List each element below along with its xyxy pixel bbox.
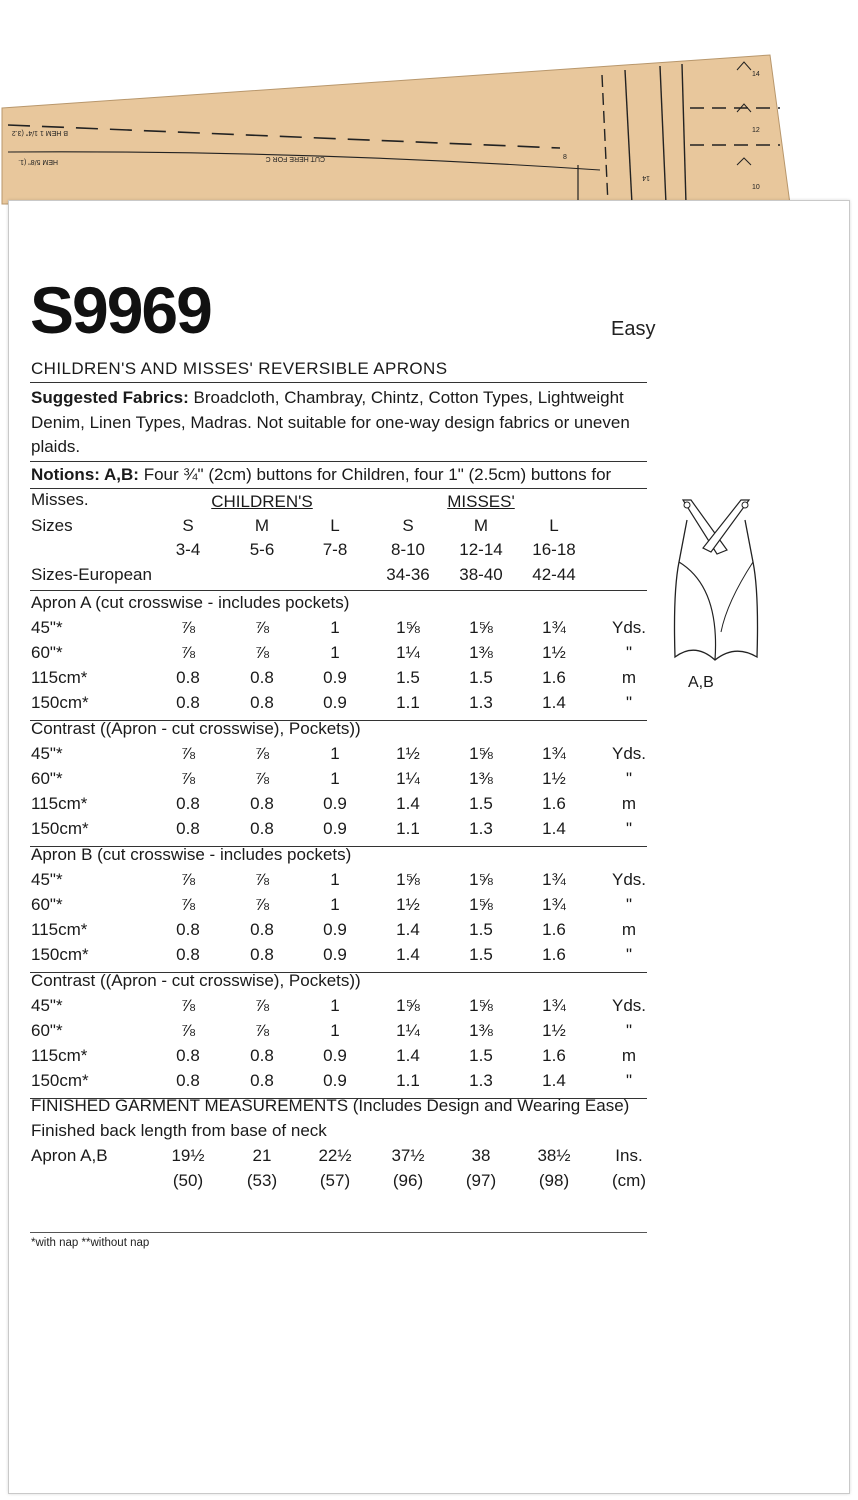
- section-heading: Contrast ((Apron - cut crosswise), Pockets)): [31, 971, 361, 990]
- yardage-cell: 1.5: [469, 1046, 493, 1065]
- finished-cell: (97): [465, 1171, 497, 1190]
- tissue-hem-label: B HEM 1 1/4" (3.2: [11, 129, 68, 136]
- yardage-cell: 0.9: [323, 794, 347, 813]
- yardage-cell: ⅞: [180, 618, 196, 637]
- finished-cell: 37½: [391, 1146, 425, 1165]
- divider: [30, 382, 647, 383]
- unit-cell: ": [625, 1021, 633, 1040]
- unit-cell: ": [625, 895, 633, 914]
- yardage-cell: 0.8: [176, 819, 200, 838]
- yardage-cell: ⅞: [180, 870, 196, 889]
- yardage-cell: ⅞: [254, 1021, 270, 1040]
- yardage-row: [0, 819, 858, 843]
- unit-cell: ": [625, 945, 633, 964]
- finished-cell: (50): [172, 1171, 204, 1190]
- yardage-cell: 1⅜: [469, 1021, 493, 1040]
- sizes-label: Sizes: [31, 516, 73, 535]
- yardage-cell: 1.5: [469, 794, 493, 813]
- finished-cm-row: [0, 1171, 858, 1195]
- yardage-cell: 0.9: [323, 945, 347, 964]
- size-european-cell: 34-36: [386, 565, 430, 584]
- yardage-row: [0, 920, 858, 944]
- yardage-cell: ⅞: [254, 744, 270, 763]
- yardage-cell: 1¼: [396, 769, 420, 788]
- size-cell: M: [473, 516, 489, 535]
- tissue-cut-label: CUT HERE FOR C: [265, 155, 325, 162]
- yardage-cell: 0.8: [176, 1071, 200, 1090]
- yardage-cell: 0.8: [250, 668, 274, 687]
- yardage-cell: 0.8: [176, 920, 200, 939]
- fabric-width-label: 150cm*: [31, 1071, 89, 1090]
- yardage-cell: 1.4: [396, 945, 420, 964]
- section-heading: Contrast ((Apron - cut crosswise), Pockets)): [31, 719, 361, 738]
- fabric-width-label: 115cm*: [31, 668, 88, 687]
- yardage-cell: 0.8: [176, 1046, 200, 1065]
- unit-cell: ": [625, 643, 633, 662]
- size-cell: L: [549, 516, 559, 535]
- yardage-cell: 1¾: [542, 895, 566, 914]
- button-icon: [742, 502, 748, 508]
- fabrics-text: Broadcloth, Chambray, Chintz, Cotton Types, Lightweight Denim, Linen Types, Madras. Not suitable for one-way design fabrics or uneven plaids.: [31, 388, 630, 456]
- yardage-cell: ⅞: [254, 895, 270, 914]
- yardage-cell: 1: [330, 870, 340, 889]
- yardage-cell: ⅞: [254, 996, 270, 1015]
- yardage-cell: 1⅝: [469, 996, 493, 1015]
- size-range-cell: 7-8: [322, 540, 348, 559]
- yardage-row: [0, 945, 858, 969]
- yardage-cell: 1.4: [396, 794, 420, 813]
- yardage-cell: 0.8: [176, 668, 200, 687]
- fabric-width-label: 45"*: [31, 744, 63, 763]
- yardage-row: [0, 1071, 858, 1095]
- tissue-size-mark: 8: [563, 154, 567, 161]
- fabric-width-label: 150cm*: [31, 819, 89, 838]
- yardage-cell: 1.5: [469, 920, 493, 939]
- yardage-cell: 1.1: [396, 819, 420, 838]
- yardage-cell: 0.8: [250, 945, 274, 964]
- yardage-cell: 0.9: [323, 819, 347, 838]
- yardage-row: [0, 668, 858, 692]
- yardage-cell: 0.8: [250, 1071, 274, 1090]
- finished-inches-row: [0, 1146, 858, 1170]
- yardage-cell: 1¾: [542, 870, 566, 889]
- yardage-cell: 1: [330, 1021, 340, 1040]
- yardage-cell: 0.8: [250, 819, 274, 838]
- section-heading: Apron B (cut crosswise - includes pockets): [31, 845, 352, 864]
- yardage-cell: 1.4: [396, 1046, 420, 1065]
- finished-cell: (98): [538, 1171, 570, 1190]
- yardage-cell: 1½: [542, 643, 566, 662]
- tissue-size-mark: 10: [752, 184, 760, 191]
- finished-cell: (57): [319, 1171, 351, 1190]
- yardage-cell: 1⅝: [396, 870, 420, 889]
- unit-cell: ": [625, 769, 633, 788]
- yardage-cell: ⅞: [254, 870, 270, 889]
- finished-cell: 38: [471, 1146, 491, 1165]
- yardage-cell: 1: [330, 996, 340, 1015]
- size-cell: M: [254, 516, 270, 535]
- divider: [30, 461, 647, 462]
- yardage-cell: 0.8: [176, 794, 200, 813]
- finished-row-label: Apron A,B: [31, 1146, 108, 1165]
- unit-cell: (cm): [612, 1171, 646, 1190]
- fabrics-label: Suggested Fabrics:: [31, 388, 189, 407]
- yardage-cell: 1.5: [469, 668, 493, 687]
- yardage-row: [0, 1046, 858, 1070]
- size-cell: S: [402, 516, 414, 535]
- yardage-cell: 1¾: [542, 744, 566, 763]
- yardage-cell: 1½: [542, 1021, 566, 1040]
- yardage-cell: 0.8: [250, 794, 274, 813]
- fabric-width-label: 150cm*: [31, 945, 89, 964]
- fabric-width-label: 150cm*: [31, 693, 89, 712]
- finished-cell: 38½: [537, 1146, 571, 1165]
- unit-cell: Yds.: [611, 996, 647, 1015]
- yardage-cell: 1.3: [469, 819, 493, 838]
- yardage-row: [0, 870, 858, 894]
- suggested-fabrics: [31, 386, 647, 460]
- size-cell: S: [182, 516, 194, 535]
- yardage-cell: 1¾: [542, 996, 566, 1015]
- yardage-cell: 0.8: [250, 1046, 274, 1065]
- yardage-cell: 0.8: [250, 920, 274, 939]
- yardage-cell: ⅞: [254, 769, 270, 788]
- yardage-cell: ⅞: [180, 744, 196, 763]
- yardage-cell: 1.6: [542, 920, 566, 939]
- yardage-cell: 1: [330, 744, 340, 763]
- yardage-row: [0, 996, 858, 1020]
- yardage-row: [0, 1021, 858, 1045]
- size-european-cell: 38-40: [459, 565, 503, 584]
- button-icon: [684, 502, 690, 508]
- yardage-cell: 1.6: [542, 945, 566, 964]
- size-range-cell: 8-10: [390, 540, 426, 559]
- yardage-row: [0, 895, 858, 919]
- finished-cell: (53): [246, 1171, 278, 1190]
- yardage-cell: 1⅜: [469, 769, 493, 788]
- pattern-title: CHILDREN'S AND MISSES' REVERSIBLE APRONS: [31, 359, 448, 378]
- yardage-cell: 1½: [396, 744, 420, 763]
- size-european-cell: 42-44: [532, 565, 576, 584]
- notions-text: Four ¾" (2cm) buttons for Children, four 1" (2.5cm) buttons for Misses.: [31, 465, 612, 509]
- size-range-cell: 16-18: [532, 540, 576, 559]
- unit-cell: ": [625, 819, 633, 838]
- yardage-cell: 1.6: [542, 668, 566, 687]
- yardage-cell: 1.3: [469, 693, 493, 712]
- yardage-cell: 1.5: [469, 945, 493, 964]
- yardage-cell: ⅞: [254, 643, 270, 662]
- fabric-width-label: 45"*: [31, 870, 63, 889]
- fabric-width-label: 45"*: [31, 618, 63, 637]
- difficulty-label: Easy: [611, 318, 656, 340]
- unit-cell: ": [625, 693, 633, 712]
- yardage-cell: 1.4: [396, 920, 420, 939]
- yardage-cell: 1½: [542, 769, 566, 788]
- yardage-row: [0, 744, 858, 768]
- notions-label: Notions: A,B:: [31, 465, 139, 484]
- yardage-cell: 0.8: [176, 693, 200, 712]
- yardage-cell: ⅞: [180, 895, 196, 914]
- sizes-european-label: Sizes-European: [31, 565, 152, 584]
- unit-cell: Yds.: [611, 744, 647, 763]
- fabric-width-label: 60"*: [31, 895, 63, 914]
- yardage-cell: 0.8: [250, 693, 274, 712]
- yardage-cell: 1⅝: [396, 618, 420, 637]
- yardage-cell: 1½: [396, 895, 420, 914]
- footnote: *with nap **without nap: [31, 1237, 150, 1249]
- unit-cell: m: [621, 920, 637, 939]
- yardage-cell: 1¼: [396, 643, 420, 662]
- unit-cell: ": [625, 1071, 633, 1090]
- yardage-cell: 1.3: [469, 1071, 493, 1090]
- yardage-cell: 1¼: [396, 1021, 420, 1040]
- unit-cell: m: [621, 794, 637, 813]
- fabric-width-label: 60"*: [31, 1021, 63, 1040]
- yardage-cell: 1.1: [396, 693, 420, 712]
- finished-cell: 19½: [171, 1146, 205, 1165]
- tissue-size-mark: 14: [642, 174, 650, 181]
- yardage-cell: 1: [330, 895, 340, 914]
- pattern-tissue: [0, 0, 858, 215]
- yardage-cell: ⅞: [180, 769, 196, 788]
- yardage-cell: 0.9: [323, 1046, 347, 1065]
- yardage-cell: 1¾: [542, 618, 566, 637]
- yardage-cell: 0.9: [323, 1071, 347, 1090]
- finished-cell: 21: [252, 1146, 272, 1165]
- fabric-width-label: 115cm*: [31, 1046, 88, 1065]
- fabric-width-label: 45"*: [31, 996, 63, 1015]
- yardage-cell: 1⅝: [396, 996, 420, 1015]
- yardage-row: [0, 693, 858, 717]
- yardage-cell: 1⅝: [469, 618, 493, 637]
- yardage-cell: 1⅜: [469, 643, 493, 662]
- finished-cell: (96): [392, 1171, 424, 1190]
- unit-cell: Yds.: [611, 618, 647, 637]
- yardage-cell: 1⅝: [469, 870, 493, 889]
- yardage-cell: ⅞: [180, 996, 196, 1015]
- finished-cell: 22½: [318, 1146, 352, 1165]
- yardage-cell: 1.6: [542, 794, 566, 813]
- yardage-cell: ⅞: [180, 643, 196, 662]
- section-heading: Apron A (cut crosswise - includes pockets): [31, 593, 350, 612]
- size-range-cell: 12-14: [459, 540, 503, 559]
- tissue-size-mark: 12: [752, 127, 760, 134]
- unit-cell: Ins.: [615, 1146, 643, 1165]
- yardage-cell: 1⅝: [469, 744, 493, 763]
- divider: [30, 488, 647, 489]
- tissue-size-mark: 14: [752, 71, 760, 78]
- yardage-cell: 1.1: [396, 1071, 420, 1090]
- size-range-cell: 5-6: [249, 540, 275, 559]
- unit-cell: Yds.: [611, 870, 647, 889]
- yardage-cell: 1.4: [542, 819, 566, 838]
- pattern-number: S9969: [30, 273, 211, 347]
- size-range-cell: 3-4: [175, 540, 201, 559]
- fabric-width-label: 115cm*: [31, 794, 88, 813]
- yardage-cell: 0.9: [323, 693, 347, 712]
- group-misses: MISSES': [447, 492, 515, 511]
- yardage-cell: 1.4: [542, 1071, 566, 1090]
- yardage-cell: 1.5: [396, 668, 420, 687]
- apron-illustration: [665, 492, 767, 667]
- yardage-cell: 0.9: [323, 668, 347, 687]
- yardage-cell: 0.8: [176, 945, 200, 964]
- finished-heading: FINISHED GARMENT MEASUREMENTS (Includes Design and Wearing Ease): [31, 1096, 630, 1115]
- yardage-row: [0, 769, 858, 793]
- yardage-cell: ⅞: [180, 1021, 196, 1040]
- yardage-cell: 0.9: [323, 920, 347, 939]
- fabric-width-label: 60"*: [31, 769, 63, 788]
- divider: [30, 1232, 647, 1233]
- divider: [30, 590, 647, 591]
- yardage-cell: 1: [330, 769, 340, 788]
- yardage-cell: 1.6: [542, 1046, 566, 1065]
- group-children: CHILDREN'S: [211, 492, 313, 511]
- fabric-width-label: 115cm*: [31, 920, 88, 939]
- yardage-cell: 1: [330, 618, 340, 637]
- illustration-label: A,B: [688, 674, 714, 691]
- size-cell: L: [330, 516, 340, 535]
- tissue-hem58-label: HEM 5/8" (1.: [18, 158, 58, 165]
- finished-subheading: Finished back length from base of neck: [31, 1121, 327, 1140]
- unit-cell: m: [621, 668, 637, 687]
- yardage-cell: 1.4: [542, 693, 566, 712]
- yardage-cell: ⅞: [254, 618, 270, 637]
- yardage-row: [0, 794, 858, 818]
- yardage-cell: 1: [330, 643, 340, 662]
- fabric-width-label: 60"*: [31, 643, 63, 662]
- unit-cell: m: [621, 1046, 637, 1065]
- yardage-cell: 1⅝: [469, 895, 493, 914]
